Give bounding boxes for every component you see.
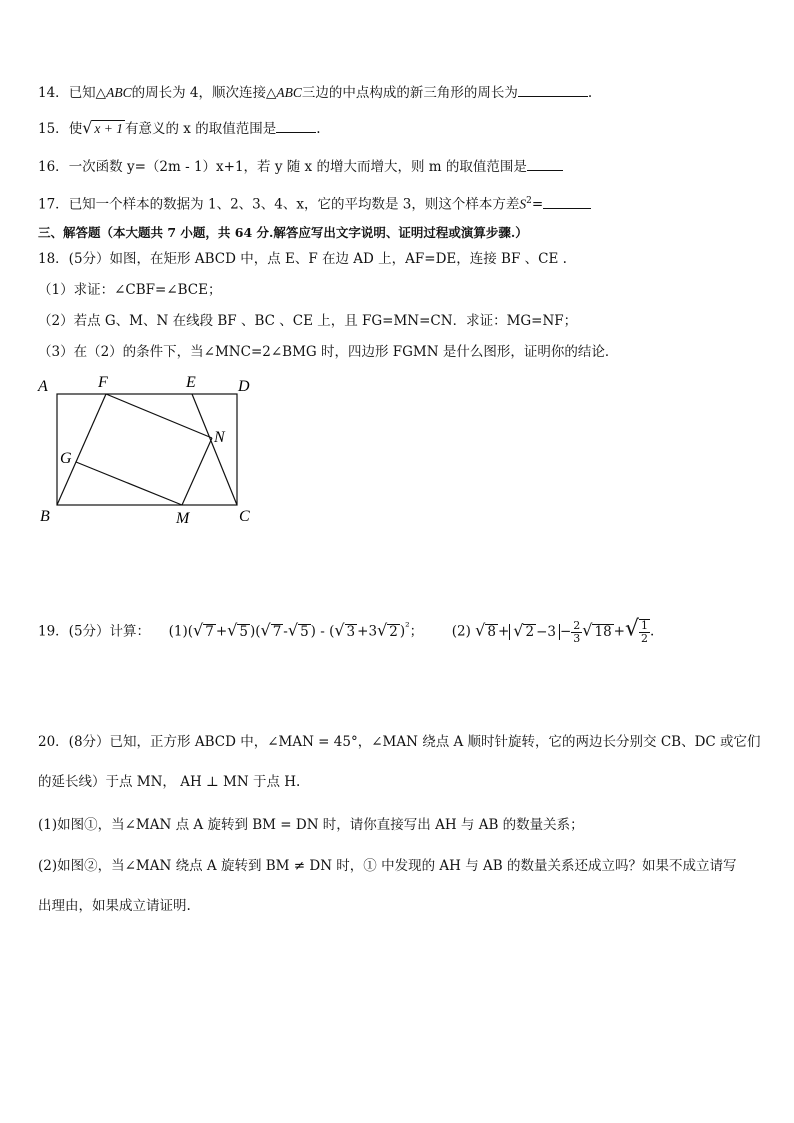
- label-a: A: [38, 378, 48, 395]
- question-18-part2: （2）若点 G、M、N 在线段 BF 、BC 、CE 上，且 FG=MN=CN．求证：MG=NF；: [38, 313, 578, 329]
- label-f: F: [98, 374, 108, 391]
- rectangle-figure: [30, 368, 270, 533]
- question-15: 15．使√ x + 1 有意义的 x 的取值范围是 .: [38, 118, 321, 137]
- question-20-line2: 的延长线）于点 MN， AH ⊥ MN 于点 H.: [38, 774, 301, 790]
- question-18-stem: 18．(5分）如图，在矩形 ABCD 中，点 E、F 在边 AD 上，AF=DE，连接 BF 、CE .: [38, 251, 567, 267]
- label-m: M: [176, 510, 190, 527]
- question-18-part3: （3）在（2）的条件下，当∠MNC=2∠BMG 时，四边形 FGMN 是什么图形，证明你的结论．: [38, 344, 619, 360]
- answer-blank[interactable]: [543, 194, 591, 209]
- section-heading: 三、解答题（本大题共 7 小题，共 64 分.解答应写出文字说明、证明过程或演算步骤.）: [38, 225, 528, 240]
- question-20-line3: (1)如图①，当∠MAN 点 A 旋转到 BM = DN 时，请你直接写出 AH 与 AB 的数量关系；: [38, 817, 584, 833]
- question-19: 19．(5分）计算： (1)(√ 7 +√ 5 )(√ 7 -√ 5 ) - (√ 3 +3√ 2 )$^{^2}$； (2) √ 8 + √ 2 −3 − $\frac{2}{3}$ √ 18 +√ $\frac{1}{2}$ .: [38, 616, 655, 645]
- question-20-line4: (2)如图②，当∠MAN 绕点 A 旋转到 BM ≠ DN 时，① 中发现的 AH 与 AB 的数量关系还成立吗？如果不成立请写: [38, 858, 737, 874]
- question-20-line5: 出理由，如果成立请证明.: [38, 898, 191, 914]
- radical-sign: √: [82, 118, 93, 137]
- answer-blank[interactable]: [518, 82, 588, 97]
- label-d: D: [238, 378, 250, 395]
- segment-gm: [76, 462, 182, 505]
- segment-ce: [192, 394, 237, 505]
- label-g: G: [60, 450, 72, 467]
- question-20-line1: 20．(8分）已知，正方形 ABCD 中，∠MAN = 45°，∠MAN 绕点 A 顺时针旋转，它的两边长分别交 CB、DC 或它们: [38, 734, 761, 750]
- segment-mn: [182, 438, 212, 505]
- label-c: C: [239, 508, 250, 525]
- segment-fn: [106, 394, 212, 438]
- answer-blank[interactable]: [276, 118, 316, 133]
- question-14: 14．已知△ABC的周长为 4，顺次连接△ABC三边的中点构成的新三角形的周长为 .: [38, 82, 592, 103]
- label-e: E: [186, 374, 196, 391]
- question-18-part1: （1）求证：∠CBF=∠BCE；: [38, 282, 222, 298]
- question-17: 17．已知一个样本的数据为 1、2、3、4、x，它的平均数是 3，则这个样本方差$S^2=$: [38, 191, 591, 215]
- label-b: B: [40, 508, 50, 525]
- question-16: 16．一次函数 y=（2m - 1）x+1，若 y 随 x 的增大而增大，则 m 的取值范围是: [38, 156, 563, 177]
- label-n: N: [214, 429, 225, 446]
- answer-blank[interactable]: [527, 156, 563, 171]
